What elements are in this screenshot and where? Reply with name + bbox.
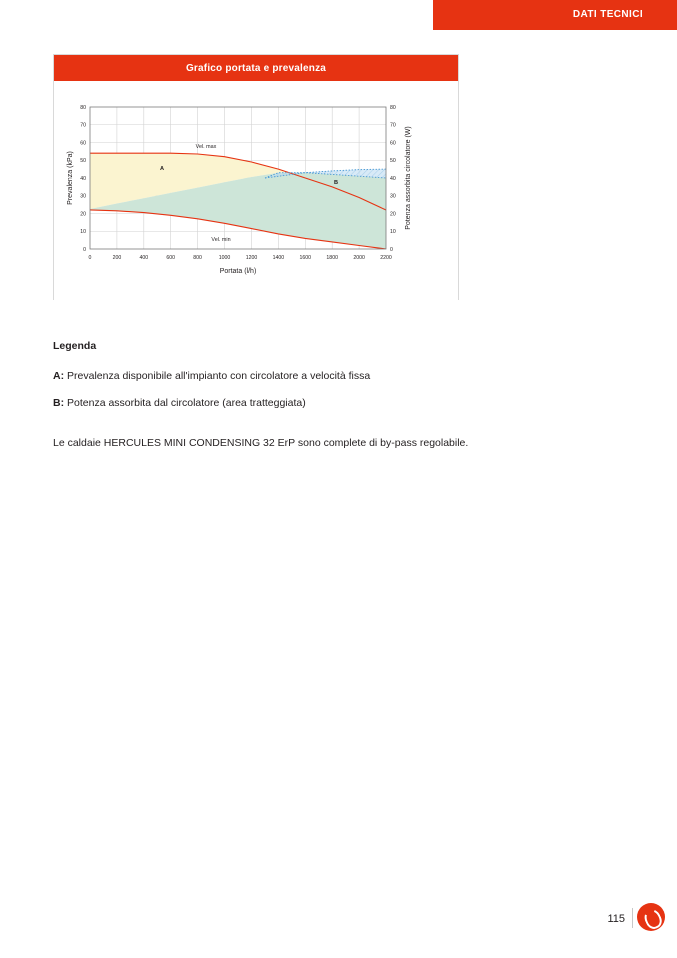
svg-text:50: 50 <box>390 158 396 165</box>
svg-text:10: 10 <box>80 229 86 236</box>
header-title: DATI TECNICI <box>572 9 643 20</box>
svg-text:60: 60 <box>80 140 86 147</box>
svg-text:1800: 1800 <box>326 255 338 261</box>
svg-text:40: 40 <box>390 176 396 182</box>
chart-panel <box>53 54 459 300</box>
x-axis-labels <box>89 255 392 261</box>
svg-text:40: 40 <box>80 176 86 182</box>
footer-divider <box>632 908 633 928</box>
y-axis-left-labels <box>80 105 86 253</box>
svg-text:30: 30 <box>80 193 86 200</box>
y-axis-title-right: Potenza assorbita circolatore (W) <box>405 126 412 230</box>
svg-text:600: 600 <box>166 255 176 261</box>
chart-canvas <box>54 81 460 300</box>
chart-body <box>54 81 458 300</box>
svg-text:80: 80 <box>390 105 396 111</box>
x-axis-title: Portata (l/h) <box>219 268 257 275</box>
brand-logo-icon <box>637 903 665 931</box>
annotation-vel-max: Vel. max <box>195 144 217 150</box>
legend-heading: Legenda <box>53 340 97 352</box>
svg-text:70: 70 <box>390 122 396 129</box>
svg-text:0: 0 <box>390 247 393 253</box>
svg-text:2000: 2000 <box>353 255 365 261</box>
legend-item-b-key: B: <box>53 397 65 409</box>
legend-item-a-text: Prevalenza disponibile all'impianto con circolatore a velocità fissa <box>64 370 371 382</box>
svg-text:400: 400 <box>139 255 149 261</box>
annotation-vel-min: Vel. min <box>211 237 231 243</box>
svg-text:1400: 1400 <box>272 255 285 261</box>
svg-text:70: 70 <box>80 122 86 129</box>
svg-text:0: 0 <box>83 247 86 253</box>
svg-text:0: 0 <box>88 255 92 261</box>
svg-text:10: 10 <box>390 229 396 236</box>
svg-text:200: 200 <box>112 255 122 261</box>
svg-text:60: 60 <box>390 140 396 147</box>
svg-text:20: 20 <box>80 211 86 218</box>
svg-text:30: 30 <box>390 193 396 200</box>
svg-text:1000: 1000 <box>218 255 231 261</box>
legend-item-a-key: A: <box>53 370 65 382</box>
annotation-b: B <box>333 180 339 186</box>
page-number: 115 <box>607 913 625 925</box>
note-paragraph: Le caldaie HERCULES MINI CONDENSING 32 ErP sono complete di by-pass regolabile. <box>53 437 469 449</box>
chart-title: Grafico portata e prevalenza <box>54 55 458 81</box>
legend-item-b-text: Potenza assorbita dal circolatore (area tratteggiata) <box>64 397 306 409</box>
legend-item-a <box>53 369 370 383</box>
svg-text:1200: 1200 <box>245 255 258 261</box>
svg-text:20: 20 <box>390 211 396 218</box>
performance-curve-chart <box>54 81 460 300</box>
svg-text:1600: 1600 <box>299 255 312 261</box>
svg-text:50: 50 <box>80 158 86 165</box>
svg-text:80: 80 <box>80 105 86 111</box>
svg-text:2200: 2200 <box>380 255 392 261</box>
y-axis-right-labels <box>390 105 396 253</box>
legend-item-b <box>53 396 306 410</box>
annotation-a: A <box>159 166 165 172</box>
y-axis-title-left: Prevalenza (kPa) <box>67 151 74 205</box>
svg-text:800: 800 <box>193 255 202 261</box>
